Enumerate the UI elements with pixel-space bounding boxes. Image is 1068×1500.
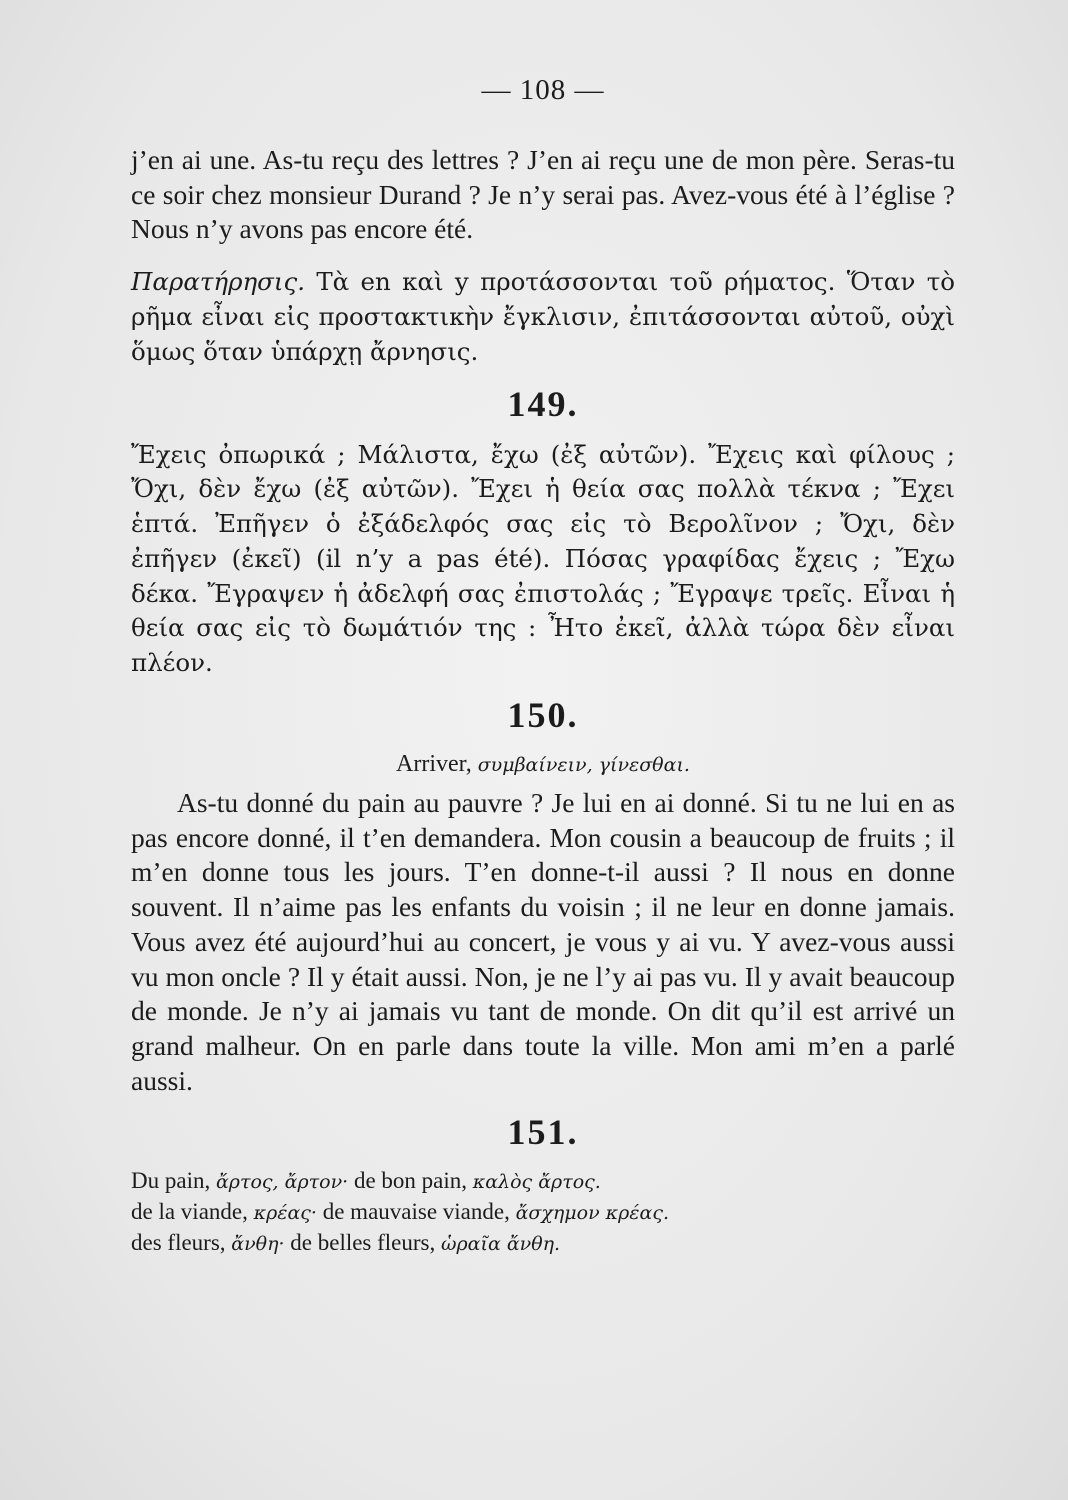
- vocab-gr: ἄσχημον κρέας.: [515, 1202, 670, 1225]
- vocab-fr: de bon pain,: [353, 1168, 467, 1194]
- vocab-fr: des fleurs,: [131, 1230, 226, 1256]
- vocabulary-list: [131, 1166, 955, 1259]
- intro-paragraph: j’en ai une. As-tu reçu des lettres ? J’en ai reçu une de mon père. Seras-tu ce soir chez monsieur Durand ? Je n’y serai pas. Avez-vous été à l’église ? Nous n’y avons pas encore été.: [131, 144, 955, 245]
- vocab-fr: Du pain,: [131, 1168, 211, 1194]
- vocab-gr: ἄρτος, ἄρτον·: [215, 1171, 349, 1194]
- note-text: Τὰ en καὶ y προτάσσονται τοῦ ρήματος. Ὅταν τὸ ρῆμα εἶναι εἰς προστακτικὴν ἔγκλισιν, ἐπιτάσσονται αὐτοῦ, οὐχὶ ὅμως ὅταν ὑπάρχῃ ἄρνησις.: [131, 267, 955, 366]
- vocab-fr: de mauvaise viande,: [322, 1199, 510, 1225]
- vocab-line: [131, 1197, 955, 1228]
- subtitle-greek: συμβαίνειν, γίνεσθαι.: [477, 754, 690, 777]
- vocab-line: [131, 1166, 955, 1197]
- note-label: Παρατήρησις.: [131, 267, 306, 297]
- section-number-150: 150.: [507, 695, 579, 736]
- vocab-fr: de belles fleurs,: [290, 1230, 436, 1256]
- exercise-149-text: Ἔχεις ὀπωρικά ; Μάλιστα, ἔχω (ἐξ αὐτῶν). Ἔχεις καὶ φίλους ; Ὄχι, δὲν ἔχω (ἐξ αὐτῶν). Ἔχει ἡ θεία σας πολλὰ τέκνα ; Ἔχει ἑπτά. Ἐπῆγεν ὁ ἐξάδελφός σας εἰς τὸ Βερολῖνον ; Ὄχι, δὲν ἐπῆγεν (ἐκεῖ) (il n’y a pas été). Πόσας γραφίδας ἔχεις ; Ἔχω δέκα. Ἔγραψεν ἡ ἀδελφή σας ἐπιστολάς ; Ἔγραψε τρεῖς. Εἶναι ἡ θεία σας εἰς τὸ δωμάτιόν της : Ἦτο ἐκεῖ, ἀλλὰ τώρα δὲν εἶναι πλέον.: [131, 439, 955, 678]
- exercise-150-text: As-tu donné du pain au pauvre ? Je lui en ai donné. Si tu ne lui en as pas encore donné, il t’en demandera. Mon cousin a beaucoup de fruits ; il m’en donne tous les jours. T’en donne-t-il aussi ? Il nous en donne souvent. Il n’aime pas les enfants du voisin ; il ne leur en donne jamais. Vous avez été aujourd’hui au concert, je vous y ai vu. Y avez-vous aussi vu mon oncle ? Il y était aussi. Non, je ne l’y ai pas vu. Il y avait beaucoup de monde. Je n’y ai jamais vu tant de monde. On dit qu’il est arrivé un grand malheur. On en parle dans toute la ville. Mon ami m’en a parlé aussi.: [131, 787, 955, 1096]
- section-150-subtitle: [131, 749, 955, 780]
- vocab-gr: κρέας·: [253, 1202, 317, 1225]
- section-number-151: 151.: [507, 1112, 579, 1153]
- subtitle-french: Arriver,: [396, 751, 472, 778]
- vocab-gr: ἄνθη·: [231, 1233, 285, 1256]
- section-number-149: 149.: [507, 383, 579, 424]
- vocab-fr: de la viande,: [131, 1199, 248, 1225]
- page-content: [131, 74, 955, 1259]
- vocab-gr: ὡραῖα ἄνθη.: [441, 1233, 561, 1256]
- vocab-line: [131, 1228, 955, 1259]
- page-number: — 108 —: [481, 74, 605, 106]
- vocab-gr: καλὸς ἄρτος.: [472, 1171, 601, 1194]
- grammar-note: [131, 265, 955, 369]
